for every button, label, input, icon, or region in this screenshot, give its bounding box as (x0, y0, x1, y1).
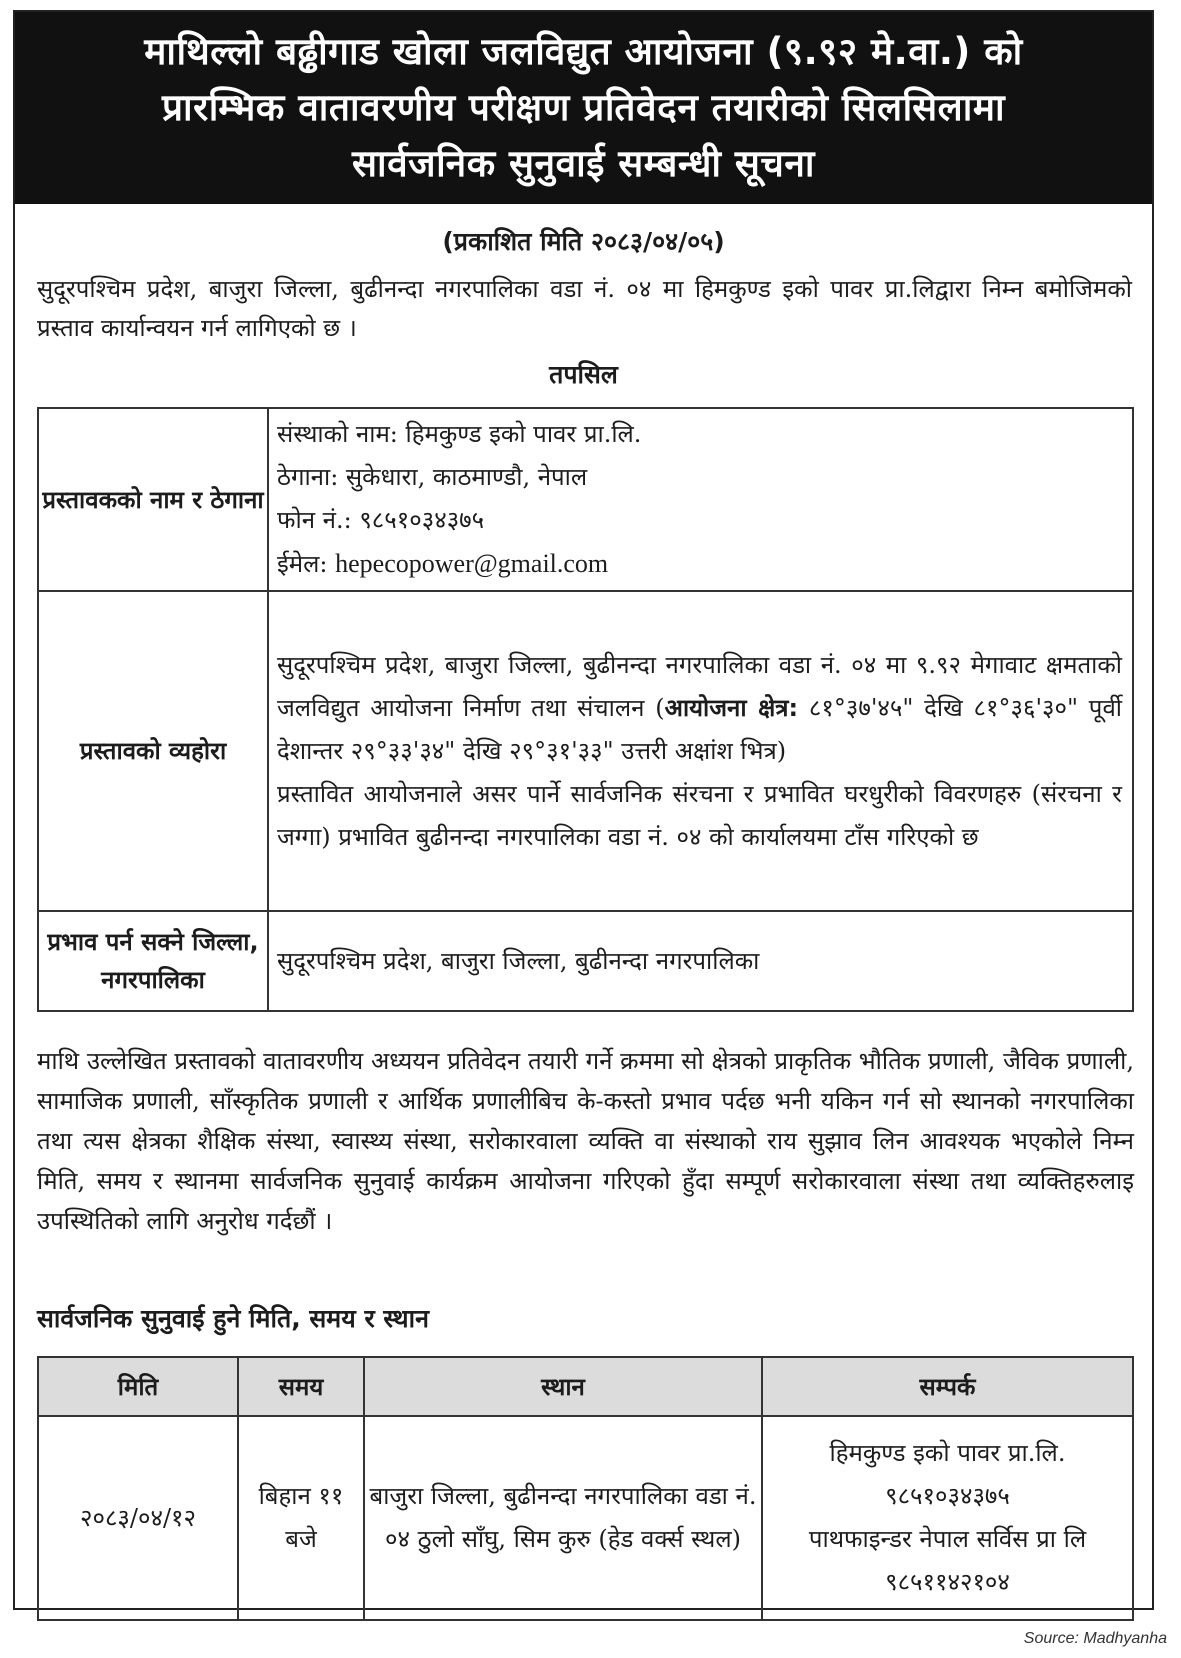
header-line-2: प्रारम्भिक वातावरणीय परीक्षण प्रतिवेदन तयारीको सिलसिलामा (161, 86, 1006, 129)
org-phone: फोन नं.: ९८५१०३४३७५ (277, 506, 485, 534)
proposal-label: प्रस्तावको व्यहोरा (38, 591, 268, 911)
col-place: स्थान (364, 1357, 762, 1416)
hearing-contact (762, 1416, 1133, 1620)
header-line-3: सार्वजनिक सुनुवाई सम्बन्धी सूचना (351, 142, 816, 185)
project-area-label: आयोजना क्षेत्र: (664, 693, 799, 722)
contact-phone-2: ९८५११४२१०४ (885, 1568, 1010, 1596)
hearing-place: बाजुरा जिल्ला, बुढीनन्दा नगरपालिका वडा नं. ०४ ठुलो साँघु, सिम कुरु (हेड वर्क्स स्थल) (364, 1416, 762, 1620)
public-notice (13, 10, 1154, 1610)
body-paragraph: माथि उल्लेखित प्रस्तावको वातावरणीय अध्ययन प्रतिवेदन तयारी गर्ने क्रममा सो क्षेत्रको प्राकृतिक भौतिक प्रणाली, जैविक प्रणाली, सामाजिक प्रणाली, साँस्कृतिक प्रणाली र आर्थिक प्रणालीबिच के-कस्तो प्रभाव पर्दछ भनी यकिन गर्न सो स्थानको नगरपालिका तथा त्यस क्षेत्रका शैक्षिक संस्था, स्वास्थ्य संस्था, सरोकारवाला व्यक्ति वा संस्थाको राय सुझाव लिन आवश्यक भएकोले निम्न मिति, समय र स्थानमा सार्वजनिक सुनुवाई कार्यक्रम आयोजना गरिएको हुँदा सम्पूर्ण सरोकारवाला संस्था तथा व्यक्तिहरुलाइ उपस्थितिको लागि अनुरोध गर्दछौं । (37, 1047, 1134, 1235)
col-date: मिति (38, 1357, 238, 1416)
org-name: संस्थाको नाम: हिमकुण्ड इको पावर प्रा.लि. (277, 420, 642, 448)
hearing-date: २०८३/०४/१२ (38, 1416, 238, 1620)
affected-value: सुदूरपश्चिम प्रदेश, बाजुरा जिल्ला, बुढीनन्दा नगरपालिका (268, 911, 1133, 1011)
org-address: ठेगाना: सुकेधारा, काठमाण्डौ, नेपाल (277, 463, 588, 491)
proposal-text-3: प्रस्तावित आयोजनाले असर पार्ने सार्वजनिक संरचना र प्रभावित घरधुरीको विवरणहरु (संरचना र जग्गा) प्रभावित बुढीनन्दा नगरपालिका वडा नं. ०४ को कार्यालयमा टाँस गरिएको छ (277, 779, 1122, 851)
hearing-header-row (38, 1357, 1133, 1416)
details-row-proponent (38, 408, 1133, 591)
col-contact: सम्पर्क (762, 1357, 1133, 1416)
details-heading: तपसिल (549, 360, 618, 389)
contact-org-2: पाथफाइन्डर नेपाल सर्विस प्रा लि (808, 1525, 1087, 1553)
details-row-affected (38, 911, 1133, 1011)
proponent-label: प्रस्तावकको नाम र ठेगाना (38, 408, 268, 591)
proposal-text-2: ८१°३७'४५" देखि ८१°३६'३०" पूर्वी देशान्तर २९°३३'३४" देखि २९°३१'३३" उत्तरी अक्षांश भित्र) (277, 693, 1122, 765)
affected-label: प्रभाव पर्न सक्ने जिल्ला, नगरपालिका (38, 911, 268, 1011)
org-email-line (277, 542, 1122, 586)
hearing-table (37, 1356, 1134, 1621)
header-line-1: माथिल्लो बढ्ढीगाड खोला जलविद्युत आयोजना (९.९२ मे.वा.) को (144, 30, 1023, 73)
notice-header (15, 12, 1152, 204)
col-time: समय (238, 1357, 364, 1416)
source-credit: Source: Madhyanha (1023, 1630, 1167, 1647)
hearing-row (38, 1416, 1133, 1620)
email-label: ईमेल: (277, 550, 328, 578)
contact-phone-1: ९८५१०३४३७५ (885, 1482, 1010, 1510)
proposal-value (268, 591, 1133, 911)
published-date: (प्रकाशित मिति २०८३/०४/०५) (442, 227, 725, 256)
hearing-title: सार्वजनिक सुनुवाई हुने मिति, समय र स्थान (37, 1304, 429, 1333)
proposal-text-1: सुदूरपश्चिम प्रदेश, बाजुरा जिल्ला, बुढीनन्दा नगरपालिका वडा नं. ०४ मा ९.९२ मेगावाट क्षमताको जलविद्युत आयोजना निर्माण तथा संचालन ( (277, 650, 1122, 722)
intro-paragraph: सुदूरपश्चिम प्रदेश, बाजुरा जिल्ला, बुढीनन्दा नगरपालिका वडा नं. ०४ मा हिमकुण्ड इको पावर प्रा.लिद्वारा निम्न बमोजिमको प्रस्ताव कार्यान्वयन गर्न लागिएको छ । (37, 275, 1132, 342)
proponent-value (268, 408, 1133, 591)
org-email: hepecopower@gmail.com (335, 549, 609, 578)
details-row-proposal (38, 591, 1133, 911)
hearing-time: बिहान ११ बजे (238, 1416, 364, 1620)
details-table (37, 407, 1134, 1012)
contact-org-1: हिमकुण्ड इको पावर प्रा.लि. (829, 1439, 1066, 1467)
